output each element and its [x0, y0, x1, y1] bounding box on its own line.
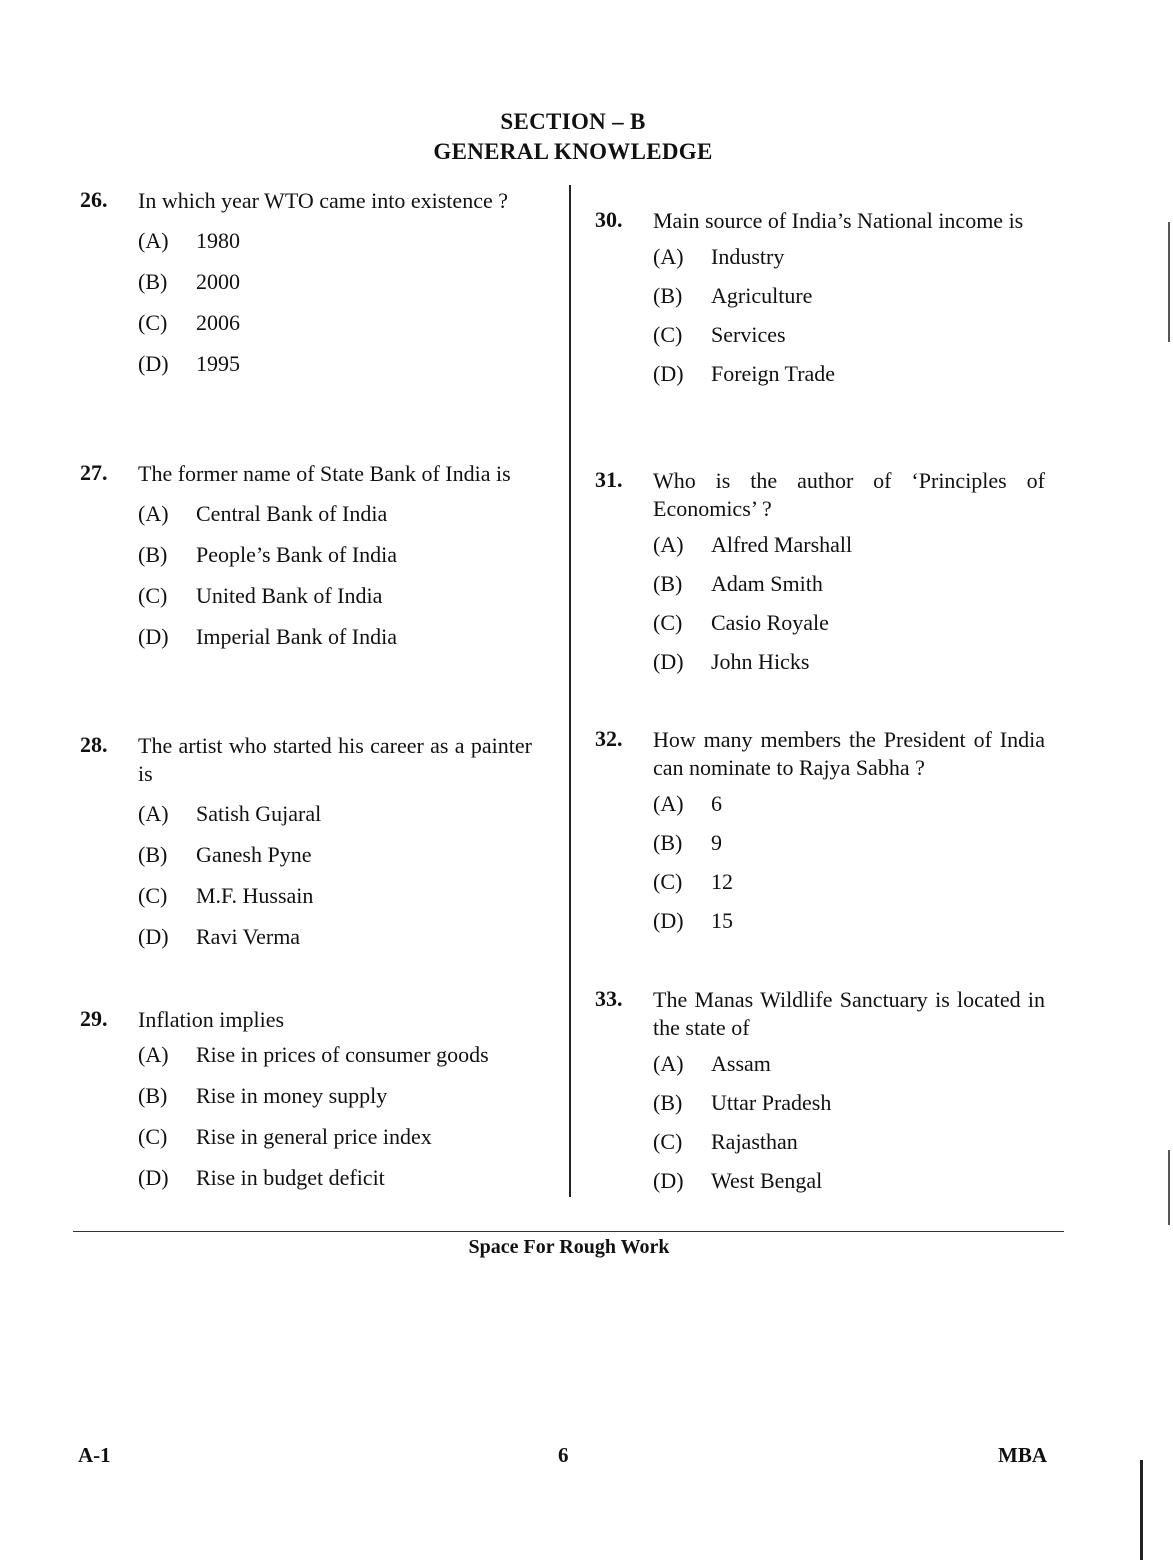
footer-code: A-1	[78, 1443, 111, 1467]
question-26	[80, 187, 532, 384]
question-number: 32.	[595, 726, 623, 751]
option-a: (A) 6	[653, 791, 722, 816]
option-c: (C) Rajasthan	[653, 1129, 798, 1154]
question-number: 27.	[80, 460, 108, 485]
question-number: 29.	[80, 1006, 108, 1031]
option-a: (A) Assam	[653, 1051, 771, 1076]
question-31	[595, 467, 1045, 681]
option-b: (B) People’s Bank of India	[138, 542, 398, 567]
option-b: (B) Adam Smith	[653, 571, 823, 596]
subject-title: GENERAL KNOWLEDGE	[433, 139, 713, 164]
question-27	[80, 460, 532, 657]
question-text: Main source of India’s National income is	[653, 208, 1024, 233]
question-28	[80, 732, 532, 957]
option-c: (C) United Bank of India	[138, 583, 383, 608]
option-a: (A) Rise in prices of consumer goods	[138, 1042, 489, 1067]
rough-work-label: Space For Rough Work	[468, 1236, 670, 1258]
option-b: (B) Ganesh Pyne	[138, 842, 312, 867]
option-c: (C) 2006	[138, 310, 240, 335]
footer-course: MBA	[998, 1443, 1047, 1467]
question-text: How many members the President of India can nominate to Rajya Sabha ?	[653, 727, 1045, 780]
question-text: Who is the author of ‘Principles of Economics’ ?	[653, 468, 1045, 521]
question-number: 31.	[595, 467, 623, 492]
option-b: (B) Agriculture	[653, 283, 813, 308]
scan-mark-right-2	[1168, 1150, 1170, 1225]
question-text: The Manas Wildlife Sanctuary is located in the state of	[653, 987, 1045, 1040]
option-b: (B) Uttar Pradesh	[653, 1090, 832, 1115]
option-d: (D) Ravi Verma	[138, 924, 301, 949]
question-text: Inflation implies	[138, 1007, 285, 1032]
question-number: 33.	[595, 986, 623, 1011]
option-a: (A) Satish Gujaral	[138, 801, 322, 826]
question-33	[595, 986, 1045, 1200]
option-a: (A) Central Bank of India	[138, 501, 388, 526]
option-d: (D) John Hicks	[653, 649, 810, 674]
question-text: The former name of State Bank of India is	[138, 461, 511, 486]
option-a: (A) 1980	[138, 228, 240, 253]
scan-mark-right-1	[1168, 222, 1170, 342]
scan-mark-right-3	[1140, 1460, 1143, 1560]
option-b: (B) 9	[653, 830, 722, 855]
option-d: (D) Foreign Trade	[653, 361, 836, 386]
option-a: (A) Alfred Marshall	[653, 532, 853, 557]
question-text: The artist who started his career as a painter is	[138, 733, 532, 786]
option-d: (D) Imperial Bank of India	[138, 624, 397, 649]
option-c: (C) Rise in general price index	[138, 1124, 432, 1149]
option-d: (D) 1995	[138, 351, 240, 376]
option-c: (C) Services	[653, 322, 786, 347]
question-29	[80, 1006, 542, 1198]
option-c: (C) Casio Royale	[653, 610, 829, 635]
option-d: (D) 15	[653, 908, 733, 933]
question-number: 26.	[80, 187, 108, 212]
option-c: (C) M.F. Hussain	[138, 883, 314, 908]
rough-work-divider	[73, 1231, 1064, 1232]
option-c: (C) 12	[653, 869, 733, 894]
question-32	[595, 726, 1045, 940]
option-b: (B) Rise in money supply	[138, 1083, 388, 1108]
option-b: (B) 2000	[138, 269, 240, 294]
section-title: SECTION – B	[500, 109, 646, 134]
option-d: (D) Rise in budget deficit	[138, 1165, 385, 1190]
option-a: (A) Industry	[653, 244, 785, 269]
question-text: In which year WTO came into existence ?	[138, 188, 508, 213]
question-number: 28.	[80, 732, 108, 757]
question-number: 30.	[595, 207, 623, 232]
column-divider	[569, 185, 571, 1197]
question-30	[595, 207, 1045, 393]
page-number: 6	[558, 1443, 569, 1467]
option-d: (D) West Bengal	[653, 1168, 823, 1193]
